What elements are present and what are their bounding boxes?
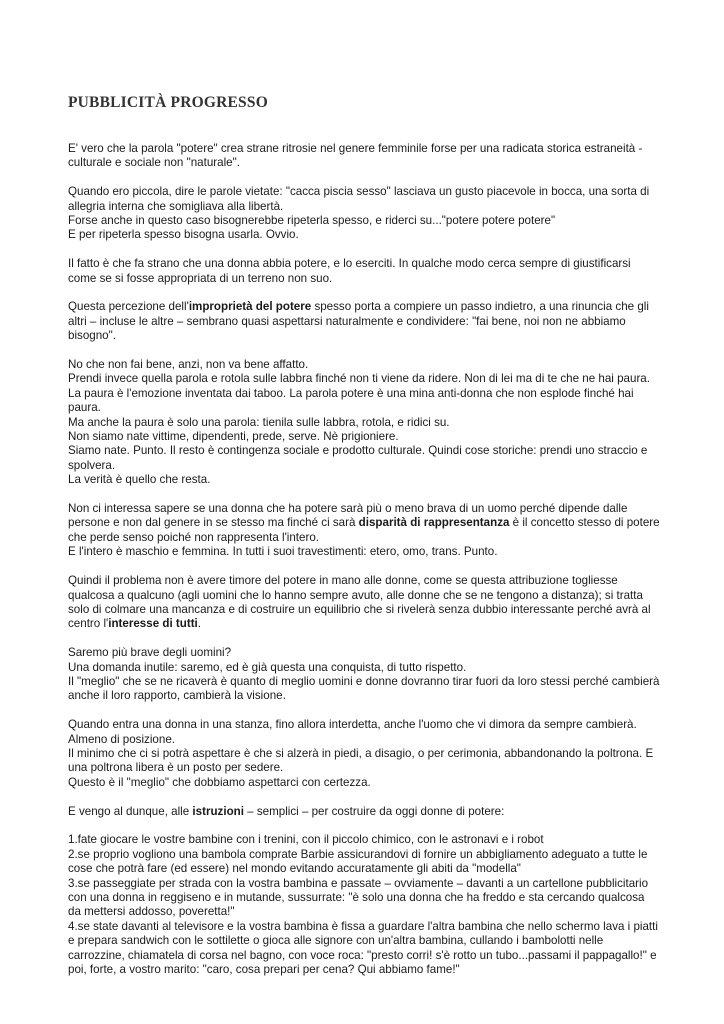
paragraph-1 (68, 142, 660, 171)
paragraph-text: spesso porta a compiere un passo indietro, a una rinuncia che gli altri – incluse le altre – sembrano quasi aspettarsi naturalmente e condividere: "fai bene, noi non ne abbiamo bisogno". (68, 300, 649, 343)
bold-phrase: improprietà del potere (188, 300, 312, 314)
paragraph-text: – semplici – per costruire da oggi donne di potere: (243, 804, 505, 818)
paragraph-text: Prendi invece quella parola e rotola sulle labbra finché non ti viene da ridere. Non di lei ma di te che ne hai paura. (68, 372, 650, 386)
list-item: 3.se passeggiate per strada con la vostra bambina e passate – ovviamente – davanti a un cartellone pubblicitario con una donna in reggiseno e in mutande, sussurrate: "è solo una donna che ha freddo e sta cercando qualcosa da mettersi addosso, poveretta!" (68, 876, 649, 919)
paragraph-4 (68, 300, 660, 343)
paragraph-text: Quando ero piccola, dire le parole vietate: "cacca piscia sesso" lasciava un gusto piacevole in bocca, una sorta di allegria interna che somigliava alla libertà. (68, 185, 650, 213)
paragraph-7 (68, 574, 660, 632)
paragraph-9 (68, 718, 660, 790)
paragraph-10 (68, 805, 660, 819)
paragraph-text: Quindi il problema non è avere timore del potere in mano alle donne, come se questa attribuzione togliesse qualcosa a qualcuno (agli uomini che lo hanno sempre avuto, alle donne che se ne tengono a distanza); si tratta solo di colmare una mancanza e di costruire un equilibrio che si rivelerà senza dubbio interessante perché avrà al centro l' (68, 574, 651, 631)
paragraph-text: E per ripeterla spesso bisogna usarla. Ovvio. (68, 228, 299, 242)
paragraph-text: E vengo al dunque, alle (68, 804, 193, 818)
paragraph-2 (68, 185, 660, 243)
bold-phrase: istruzioni (192, 804, 244, 818)
paragraph-text: Questo è il "meglio" che dobbiamo aspettarci con certezza. (68, 775, 371, 789)
paragraph-text: . (197, 617, 202, 631)
paragraph-6 (68, 502, 660, 560)
paragraph-text: E l'intero è maschio e femmina. In tutti i suoi travestimenti: etero, omo, trans. Punto. (68, 545, 498, 559)
bold-phrase: disparità di rappresentanza (358, 516, 510, 530)
paragraph-text: Questa percezione dell' (68, 300, 189, 314)
paragraph-text: Ma anche la paura è solo una parola: tienila sulle labbra, rotola, e ridici su. (68, 415, 450, 429)
paragraph-text: E' vero che la parola "potere" crea strane ritrosie nel genere femminile forse per una radicata storica estraneità - culturale e sociale non "naturale". (68, 142, 643, 170)
paragraph-text: Una domanda inutile: saremo, ed è già questa una conquista, di tutto rispetto. (68, 660, 467, 674)
paragraph-text: Quando entra una donna in una stanza, fino allora interdetta, anche l'uomo che vi dimora da sempre cambierà. Almeno di posizione. (68, 718, 637, 746)
paragraph-text: No che non fai bene, anzi, non va bene affatto. (68, 358, 309, 372)
paragraph-text: Il "meglio" che se ne ricaverà è quanto di meglio uomini e donne dovranno tirar fuori da loro stessi perché cambierà anche il loro rapporto, cambierà la visione. (68, 674, 660, 703)
document-title: PUBBLICITÀ PROGRESSO (68, 94, 268, 111)
paragraph-text: La paura è l'emozione inventata dai taboo. La parola potere è una mina anti-donna che non esplode finché hai paura. (68, 386, 634, 415)
paragraph-text: La verità è quello che resta. (68, 473, 211, 487)
paragraph-text: Saremo più brave degli uomini? (68, 646, 232, 660)
list-item: 1.fate giocare le vostre bambine con i trenini, con il piccolo chimico, con le astronavi e i robot (68, 833, 544, 847)
list-item: 4.se state davanti al televisore e la vostra bambina è fissa a guardare l'altra bambina che nello schermo lava i piatti e prepara sandwich con le sottilette o gioca alle signore con un'altra bambina, cullando i bambolotti nelle carrozzine, chiamatela di corsa nel bagno, con voce roca: "presto corri! s'è rotto un tubo...passami il pappagallo!" e poi, forte, a vostro marito: "caro, cosa prepari per cena? Qui abbiamo fame!" (68, 919, 658, 976)
list-item: 2.se proprio vogliono una bambola comprate Barbie assicurandovi di fornire un abbigliamento adeguato a tutte le cose che potrà fare (ed essere) nel mondo evitando accuratamente gli abiti da "modella" (68, 847, 648, 876)
paragraph-text: Non siamo nate vittime, dipendenti, prede, serve. Nè prigioniere. (68, 430, 399, 444)
paragraph-text: Siamo nate. Punto. Il resto è contingenza sociale e prodotto culturale. Quindi cose storiche: prendi uno straccio e spolvera. (68, 444, 648, 472)
paragraph-text: Non ci interessa sapere se una donna che ha potere sarà più o meno brava di un uomo perché dipende dalle persone e non dal genere in se stesso ma finché ci sarà (68, 502, 628, 530)
paragraph-text: Forse anche in questo caso bisognerebbe ripeterla spesso, e riderci su..."potere potere potere" (68, 214, 556, 228)
document-body (68, 142, 660, 977)
bold-phrase: interesse di tutti (108, 617, 198, 631)
paragraph-5 (68, 358, 660, 488)
paragraph-text: Il fatto è che fa strano che una donna abbia potere, e lo eserciti. In qualche modo cerca sempre di giustificarsi come se si fosse appropriata di un terreno non suo. (68, 257, 631, 285)
paragraph-3 (68, 257, 660, 286)
paragraph-text: Il minimo che ci si potrà aspettare è che si alzerà in piedi, a disagio, o per cerimonia, abbandonando la poltrona. E una poltrona libera è un posto per sedere. (68, 746, 654, 775)
paragraph-8 (68, 646, 660, 704)
paragraph-text: è il concetto stesso di potere che perde senso poiché non rappresenta l'intero. (68, 516, 660, 544)
